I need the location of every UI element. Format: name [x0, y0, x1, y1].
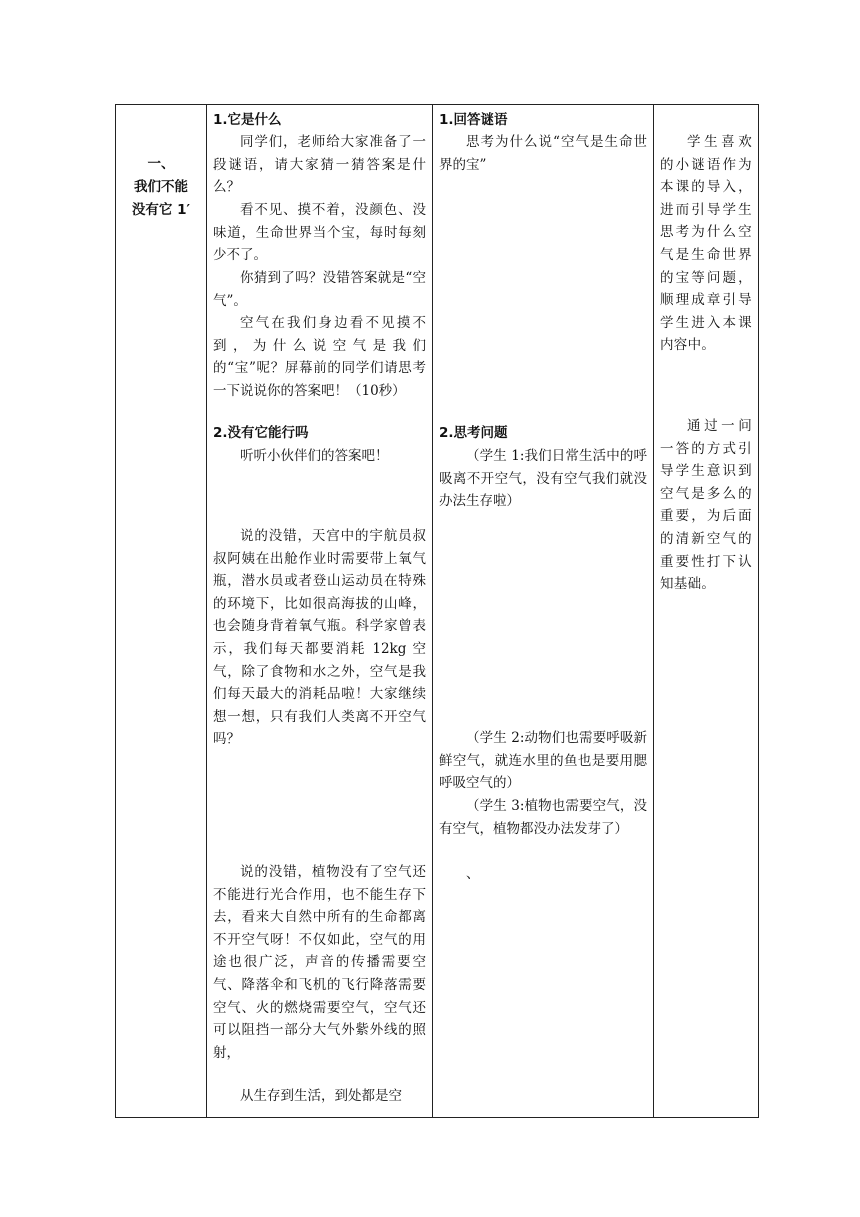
- paragraph: 你猜到了吗？没错答案就是“空气”。: [213, 270, 426, 309]
- lesson-plan-table: [115, 104, 759, 1118]
- paragraph: 通过一问一答的方式引导学生意识到空气是多么的重要，为后面的清新空气的重要性打下认知基础。: [660, 418, 752, 593]
- paragraph: 同学们，老师给大家准备了一段谜语，请大家猜一猜答案是什么？: [213, 134, 426, 196]
- paragraph: 从生存到生活，到处都是空: [240, 1088, 402, 1104]
- stage-number: 一、: [147, 156, 175, 172]
- stage-cell: [116, 105, 207, 1118]
- stray-mark: 、: [466, 866, 480, 882]
- paragraph: 说的没错，植物没有了空气还不能进行光合作用，也不能生存下去，看来大自然中所有的生命都离不开空气呀！不仅如此，空气的用途也很广泛，声音的传播需要空气、降落伞和飞机的飞行降落需要空气、火的燃烧需要空气，空气还可以阻挡一部分大气外紫外线的照射，: [213, 864, 426, 1061]
- student-activity-cell: [433, 105, 654, 1118]
- riddle-paragraph: 看不见、摸不着，没颜色、没味道，生命世界当个宝，每时每刻少不了。: [213, 202, 426, 264]
- paragraph: 空气在我们身边看不见摸不到，为什么说空气是我们的“宝”呢？屏幕前的同学们请思考一下说说你的答案吧！（10秒）: [213, 315, 426, 399]
- student-answer: （学生 3:植物也需要空气，没有空气，植物都没办法发芽了）: [439, 798, 647, 837]
- student-answer: （学生 1:我们日常生活中的呼吸离不开空气，没有空气我们就没办法生存啦）: [439, 448, 647, 510]
- paragraph: 思考为什么说“空气是生命世界的宝”: [439, 134, 647, 173]
- table-row: [116, 105, 759, 1118]
- section-heading: 2.没有它能行吗: [213, 425, 309, 441]
- paragraph: 学生喜欢的小谜语作为本课的导入，进而引导学生思考为什么空气是生命世界的宝等问题，顺理成章引导学生进入本课内容中。: [660, 134, 752, 354]
- teacher-activity-cell: [207, 105, 433, 1118]
- design-intent-cell: [654, 105, 759, 1118]
- section-heading: 1.回答谜语: [439, 112, 508, 128]
- stage-title-line: 我们不能: [134, 179, 188, 195]
- stage-title-line: 没有它 1′: [131, 202, 191, 218]
- student-answer: （学生 2:动物们也需要呼吸新鲜空气，就连水里的鱼也是要用腮呼吸空气的）: [439, 730, 647, 792]
- section-heading: 1.它是什么: [213, 112, 282, 128]
- paragraph: 听听小伙伴们的答案吧！: [240, 448, 389, 464]
- section-heading: 2.思考问题: [439, 425, 508, 441]
- paragraph: 说的没错，天宫中的宇航员叔叔阿姨在出舱作业时需要带上氧气瓶，潜水员或者登山运动员在特殊的环境下，比如很高海拔的山峰，也会随身背着氧气瓶。科学家曾表示，我们每天都要消耗 12kg 空气，除了食物和水之外，空气是我们每天最大的消耗品啦！大家继续想一想，只有我们人类离不开空气吗？: [213, 528, 426, 748]
